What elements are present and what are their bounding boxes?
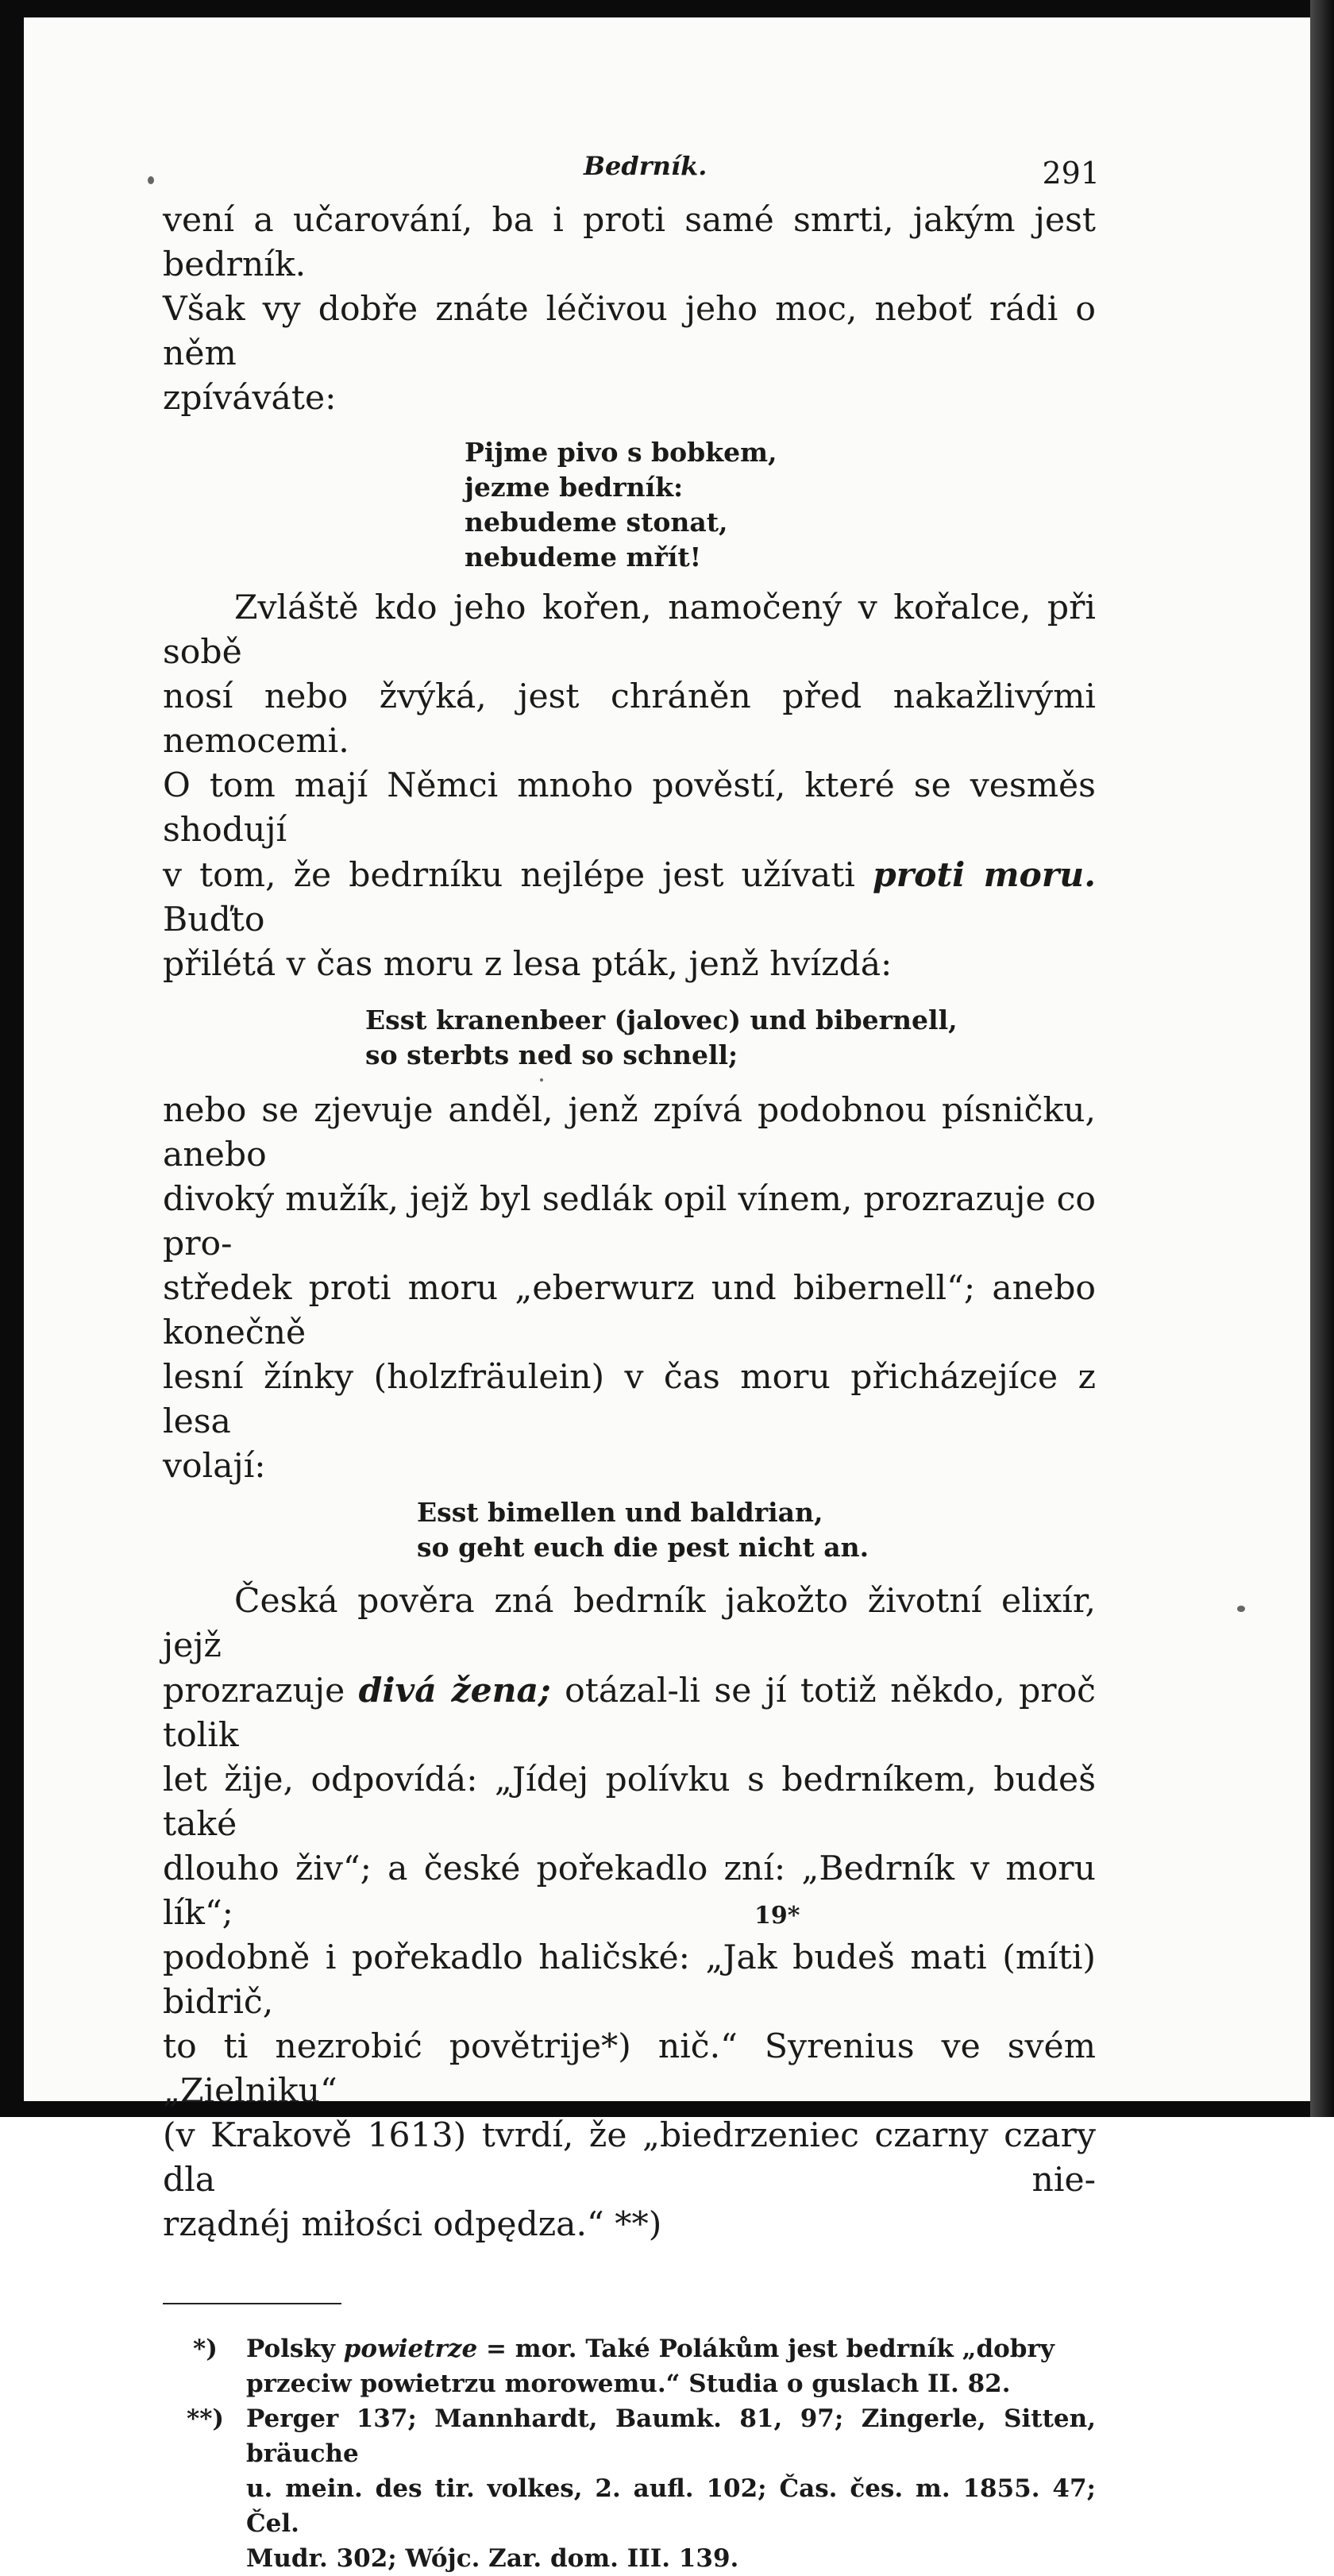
text-line: středek proti moru „eberwurz und bibernell“; anebo konečně [163, 1269, 1096, 1352]
verse-line: so geht euch die pest nicht an. [417, 1532, 869, 1563]
footnote-rule [163, 2303, 341, 2304]
text-line: rządnéj miłości odpędza.“ **) [163, 2205, 662, 2244]
verse-line: Esst kranenbeer (jalovec) und bibernell, [365, 1005, 958, 1035]
italic-phrase: divá žena; [358, 1671, 551, 1710]
footnote-line: Mudr. 302; Wójc. Zar. dom. III. 139. [246, 2544, 739, 2573]
italic-phrase: proti moru. [872, 855, 1096, 895]
text-span: otázal-li se jí totiž někdo, proč tolik [163, 1672, 1096, 1755]
page-content [163, 151, 1100, 2576]
signature-mark: 19* [754, 1902, 800, 1930]
text-span: = mor. Také Polákům jest bedrník „dobry [477, 2335, 1054, 2363]
verse-3 [417, 1495, 1096, 1565]
running-title: Bedrník. [584, 151, 707, 181]
footnote-line: Perger 137; Mannhardt, Baumk. 81, 97; Zingerle, Sitten, bräuche [246, 2404, 1096, 2468]
paper-speck [540, 1078, 543, 1082]
text-span: prozrazuje [163, 1672, 359, 1710]
text-line: let žije, odpovídá: „Jídej polívku s bedrníkem, budeš také [163, 1760, 1096, 1844]
text-span: Polsky [246, 2335, 344, 2363]
paper-speck [148, 176, 154, 184]
verse-line: Esst bimellen und baldrian, [417, 1497, 823, 1528]
footnote-marker: **) [187, 2404, 225, 2433]
text-span: Buďto [163, 900, 265, 939]
verse-line: jezme bedrník: [465, 472, 684, 503]
paragraph-2 [163, 586, 1096, 987]
page-header [163, 151, 1100, 199]
text-line: nebo se zjevuje anděl, jenž zpívá podobnou písničku, anebo [163, 1091, 1096, 1174]
text-line: dlouho živ“; a české pořekadlo zní: „Bedrník v moru lík“; [163, 1849, 1096, 1933]
text-line [163, 1668, 1096, 1758]
text-line: vení a učarování, ba i proti samé smrti, jakým jest bedrník. [163, 201, 1096, 284]
text-line: O tom mají Němci mnoho pověstí, které se vesměs shodují [163, 766, 1096, 850]
text-line: (v Krakově 1613) tvrdí, že „biedrzeniec czarny czary dla nie- [163, 2116, 1096, 2200]
text-line: divoký mužík, jejž byl sedlák opil vínem, prozrazuje co pro- [163, 1180, 1096, 1263]
text-line: volají: [163, 1447, 266, 1486]
text-line: Česká pověra zná bedrník jakožto životní elixír, jejž [163, 1582, 1096, 1665]
verse-line: Pijme pivo s bobkem, [465, 437, 777, 468]
text-span: v tom, že bedrníku nejlépe jest užívati [163, 856, 873, 895]
verse-2 [365, 1003, 1096, 1073]
verse-line: nebudeme mřít! [465, 542, 702, 573]
footnote-line [246, 2331, 1096, 2366]
verse-line: so sterbts ned so schnell; [365, 1039, 738, 1070]
text-line: přilétá v čas moru z lesa pták, jenž hvízdá: [163, 945, 893, 984]
text-line: podobně i pořekadlo haličské: „Jak budeš mati (míti) bidrič, [163, 1938, 1096, 2022]
paragraph-4 [163, 1579, 1096, 2247]
footnote-1 [163, 2331, 1096, 2401]
verse-line: nebudeme stonat, [465, 507, 728, 538]
footnote-line: przeciw powietrzu morowemu.“ Studia o guslach II. 82. [246, 2370, 1011, 2398]
footnote-line: u. mein. des tir. volkes, 2. aufl. 102; Čas. čes. m. 1855. 47; Čel. [246, 2474, 1096, 2538]
footnote-2 [163, 2401, 1096, 2576]
text-line: zpíváváte: [163, 379, 337, 418]
paper-speck [1237, 1606, 1245, 1612]
text-line: nosí nebo žvýká, jest chráněn před nakažlivými nemocemi. [163, 677, 1096, 761]
italic-phrase: powietrze [343, 2335, 478, 2363]
page-number: 291 [1042, 156, 1100, 191]
verse-1 [465, 435, 1096, 575]
text-line: Však vy dobře znáte léčivou jeho moc, neboť rádi o něm [163, 290, 1096, 373]
text-line: Zvláště kdo jeho kořen, namočený v kořalce, při sobě [163, 588, 1096, 672]
paragraph-3 [163, 1089, 1096, 1489]
text-line: to ti nezrobić povětrije*) nič.“ Syrenius ve svém „Zielniku“ [163, 2027, 1096, 2111]
footnote-marker: *) [193, 2335, 218, 2363]
page-edge-shadow [1310, 0, 1334, 2117]
text-line [163, 853, 1096, 943]
paragraph-1 [163, 199, 1096, 421]
text-line: lesní žínky (holzfräulein) v čas moru přicházejíce z lesa [163, 1358, 1096, 1441]
